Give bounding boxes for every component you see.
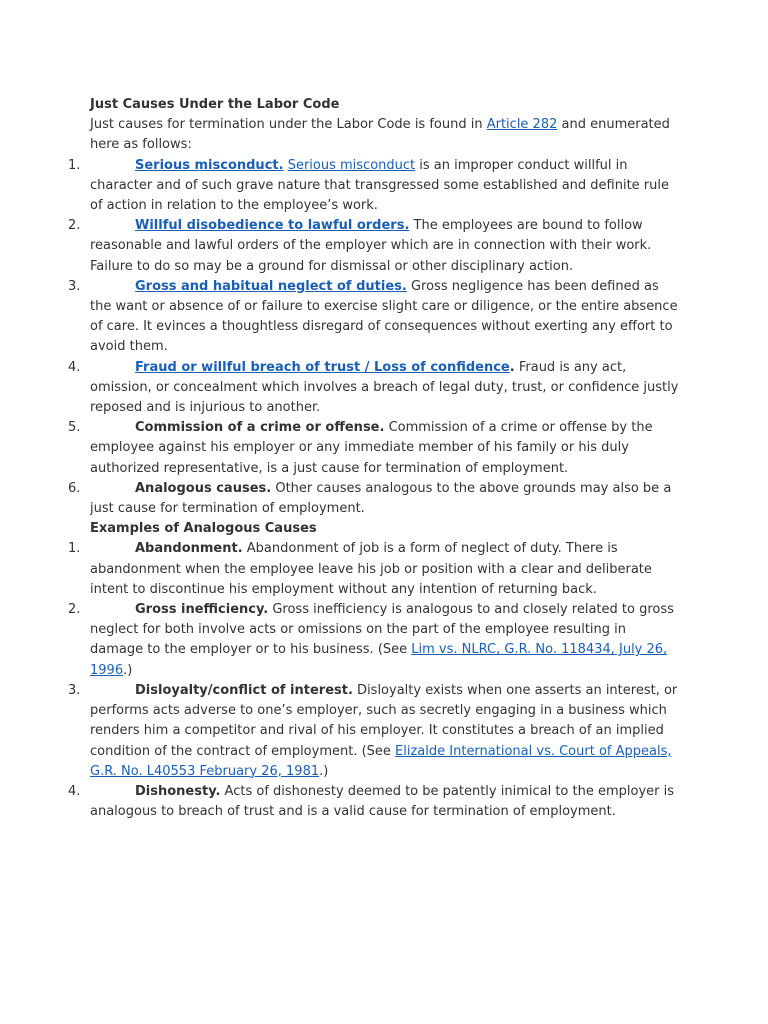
list-item-text: Acts of dishonesty deemed to be patently inimical to the employer is analogous to breach of trust and is a valid cause for termination of employment. xyxy=(90,783,675,820)
list-item-text-end: .) xyxy=(319,763,329,779)
list-number: 2. xyxy=(68,602,81,618)
list-item-text: Commission of a crime or offense by the employee against his employer or any immediate member of his family or his duly authorized representative, is a just cause for termination of employment. xyxy=(90,420,653,476)
list-item-text: is an improper conduct willful in character and of such grave nature that transgressed some established and definite rule of action in relation to the employee’s work. xyxy=(90,157,670,214)
list-number: 1. xyxy=(68,541,81,557)
intro-paragraph xyxy=(90,115,680,155)
list-item xyxy=(68,539,680,600)
list-number: 3. xyxy=(68,682,81,698)
list-item xyxy=(68,479,680,519)
list-item xyxy=(68,216,680,277)
list-item-text: The employees are bound to follow reasonable and lawful orders of the employer which are in connection with their work. Failure to do so may be a ground for dismissal or other disciplinary action. xyxy=(90,218,652,274)
list-number: 1. xyxy=(68,157,81,173)
lim-vs-nlrc-link[interactable]: Lim vs. NLRC, G.R. No. 118434, July 26, 1996 xyxy=(90,642,668,678)
article-282-link[interactable]: Article 282 xyxy=(486,117,558,133)
list-item xyxy=(68,782,680,822)
list-item-text: Gross negligence has been defined as the want or absence of or failure to exercise slight care or diligence, or the entire absence of care. It evinces a thoughtless disregard of consequences without exerting any effort to avoid them. xyxy=(90,278,678,355)
list-item-term: Disloyalty/conflict of interest. xyxy=(135,682,353,698)
list-item-text: Fraud is any act, omission, or concealment which involves a breach of legal duty, trust, or confidence justly reposed and is injurious to another. xyxy=(90,359,679,416)
intro-text-end: and enumerated here as follows: xyxy=(90,117,670,153)
list-item-term: Dishonesty. xyxy=(135,783,221,799)
list-number: 3. xyxy=(68,278,81,294)
list-item xyxy=(68,600,680,681)
fraud-breach-of-trust-link[interactable]: Fraud or willful breach of trust / Loss of confidence xyxy=(135,359,510,375)
serious-misconduct-inline-link[interactable]: Serious misconduct xyxy=(287,157,416,173)
list-item-text: Abandonment of job is a form of neglect of duty. There is abandonment when the employee leave his job or position with a clear and deliberate intent to discontinue his employment without any intention of returning back. xyxy=(90,541,652,597)
list-item-text: Disloyalty exists when one asserts an interest, or performs acts adverse to one’s employer, such as secretly engaging in a business which renders him a competitor and rival of his employer. It constitutes a breach of an implied condition of the contract of employment. (See xyxy=(90,682,678,759)
list-item-term: Commission of a crime or offense. xyxy=(135,420,385,436)
list-item-term: Analogous causes. xyxy=(135,480,272,496)
gross-neglect-link[interactable]: Gross and habitual neglect of duties. xyxy=(135,278,407,294)
list-item xyxy=(68,681,680,782)
section-heading-just-causes: Just Causes Under the Labor Code xyxy=(90,97,340,112)
list-item xyxy=(68,277,680,358)
list-number: 4. xyxy=(68,359,81,375)
elizalde-vs-court-of-appeals-link[interactable]: Elizalde International vs. Court of Appeals, G.R. No. L40553 February 26, 1981 xyxy=(90,743,672,779)
list-number: 2. xyxy=(68,218,81,234)
list-item-text: Gross inefficiency is analogous to and closely related to gross neglect for both involve acts or omissions on the part of the employee resulting in damage to the employer or to his business. (See xyxy=(90,602,674,658)
list-number: 4. xyxy=(68,783,81,799)
list-item-term: Abandonment. xyxy=(135,541,243,557)
list-item-text: Other causes analogous to the above grounds may also be a just cause for termination of employment. xyxy=(90,480,672,517)
list-number: 6. xyxy=(68,480,81,496)
section-heading-analogous-causes: Examples of Analogous Causes xyxy=(90,521,317,537)
willful-disobedience-link[interactable]: Willful disobedience to lawful orders. xyxy=(135,218,410,234)
serious-misconduct-link[interactable]: Serious misconduct. xyxy=(135,157,284,173)
term-period: . xyxy=(509,359,515,375)
list-item-term: Gross inefficiency. xyxy=(135,602,269,618)
list-item xyxy=(68,156,680,217)
list-item-text-end: .) xyxy=(123,662,133,678)
document-page xyxy=(0,95,768,822)
intro-text: Just causes for termination under the Labor Code is found in xyxy=(90,117,487,133)
list-number: 5. xyxy=(68,420,81,436)
list-item xyxy=(68,358,680,419)
list-item xyxy=(68,418,680,479)
